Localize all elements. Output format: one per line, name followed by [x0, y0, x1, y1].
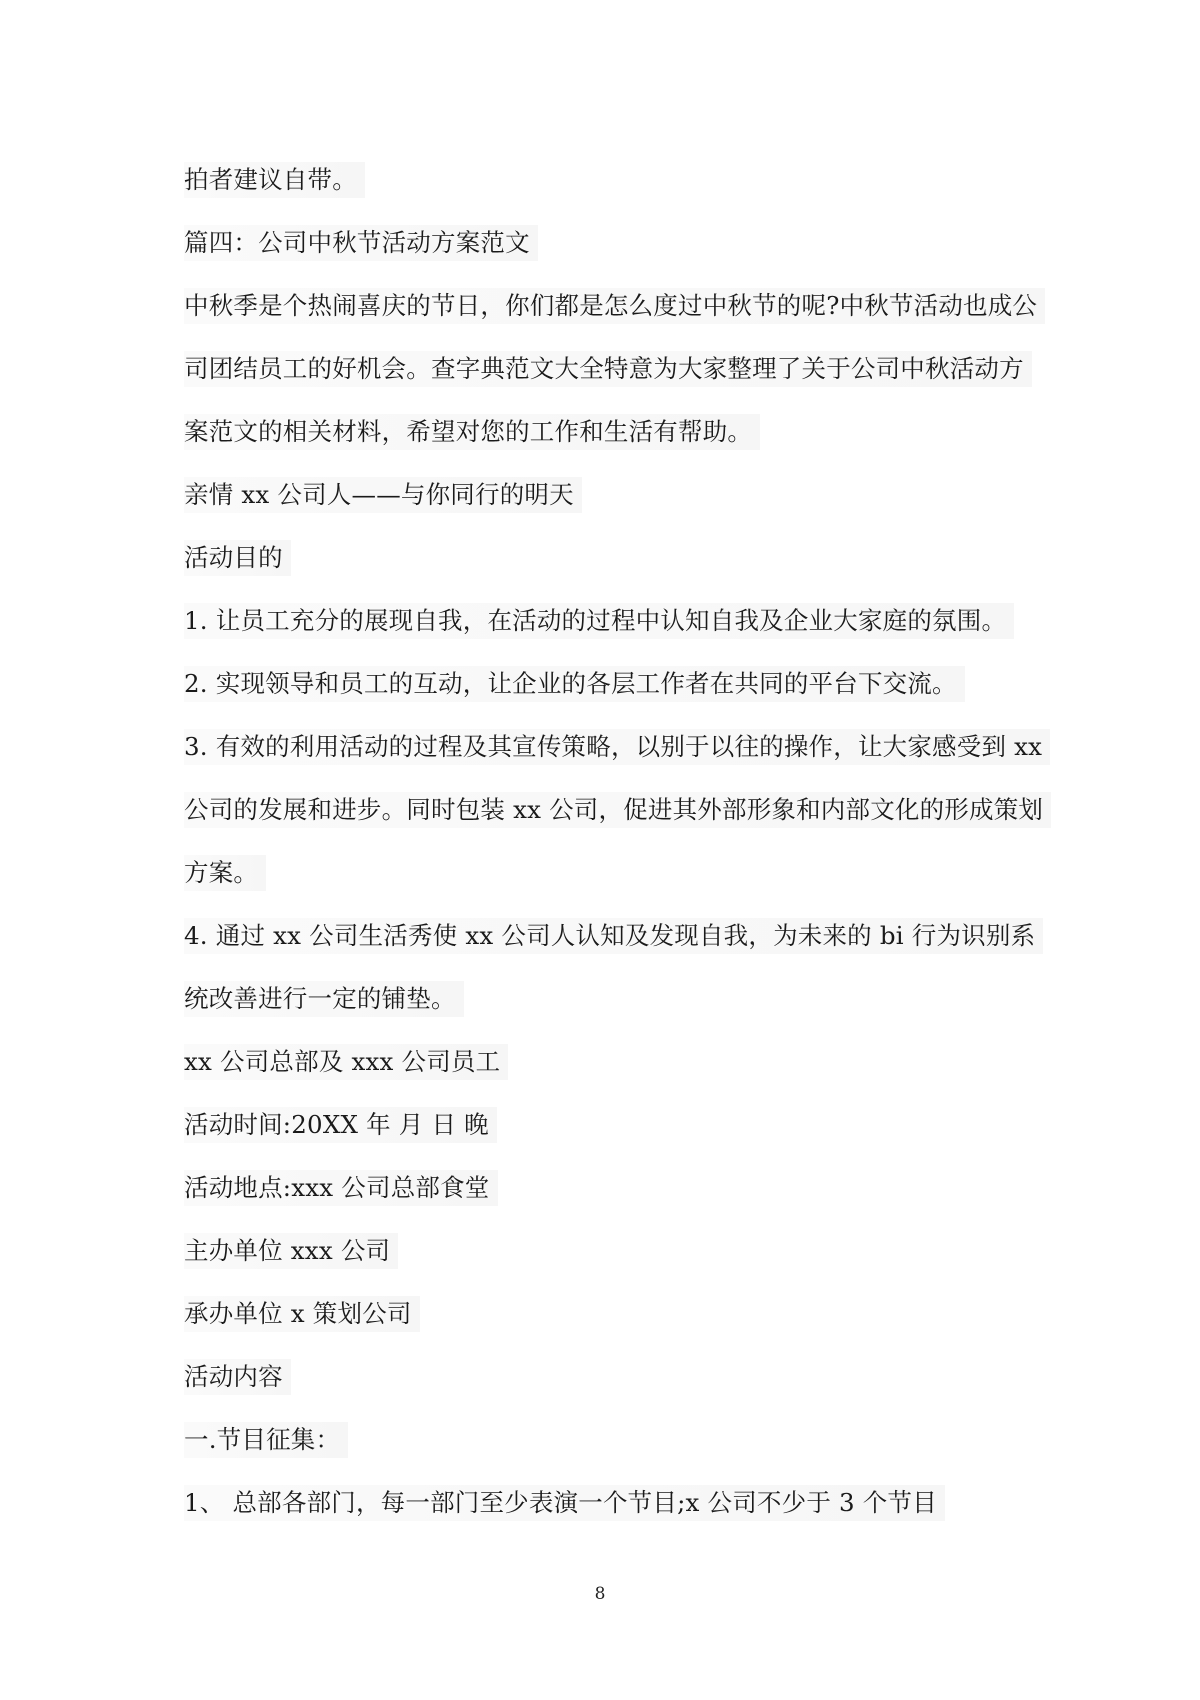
paragraph-line: 公司的发展和进步。同时包装 xx 公司，促进其外部形象和内部文化的形成策划 — [184, 792, 1051, 828]
paragraph-line: xx 公司总部及 xxx 公司员工 — [184, 1044, 508, 1080]
paragraph-line: 中秋季是个热闹喜庆的节日，你们都是怎么度过中秋节的呢?中秋节活动也成公 — [184, 288, 1045, 324]
list-item: 2. 实现领导和员工的互动，让企业的各层工作者在共同的平台下交流。 — [184, 666, 965, 702]
paragraph-line: 亲情 xx 公司人——与你同行的明天 — [184, 477, 582, 513]
paragraph-line: 方案。 — [184, 855, 266, 891]
paragraph-line: 司团结员工的好机会。查字典范文大全特意为大家整理了关于公司中秋活动方 — [184, 351, 1032, 387]
section-heading: 篇四：公司中秋节活动方案范文 — [184, 225, 538, 261]
subheading: 活动目的 — [184, 540, 291, 576]
list-item: 4. 通过 xx 公司生活秀使 xx 公司人认知及发现自我，为未来的 bi 行为识别系 — [184, 918, 1043, 954]
organizer: 主办单位 xxx 公司 — [184, 1233, 398, 1269]
paragraph-line: 案范文的相关材料，希望对您的工作和生活有帮助。 — [184, 414, 760, 450]
co-organizer: 承办单位 x 策划公司 — [184, 1296, 420, 1332]
list-item: 1、 总部各部门，每一部门至少表演一个节目;x 公司不少于 3 个节目 — [184, 1485, 945, 1521]
paragraph-line: 拍者建议自带。 — [184, 162, 365, 198]
list-item: 3. 有效的利用活动的过程及其宣传策略，以别于以往的操作，让大家感受到 xx — [184, 729, 1050, 765]
paragraph-line: 统改善进行一定的铺垫。 — [184, 981, 464, 1017]
page-number: 8 — [594, 1584, 606, 1604]
activity-time: 活动时间:20XX 年 月 日 晚 — [184, 1107, 497, 1143]
list-item: 1. 让员工充分的展现自我，在活动的过程中认知自我及企业大家庭的氛围。 — [184, 603, 1014, 639]
subheading: 活动内容 — [184, 1359, 291, 1395]
activity-location: 活动地点:xxx 公司总部食堂 — [184, 1170, 498, 1206]
subheading: 一.节目征集： — [184, 1422, 348, 1458]
